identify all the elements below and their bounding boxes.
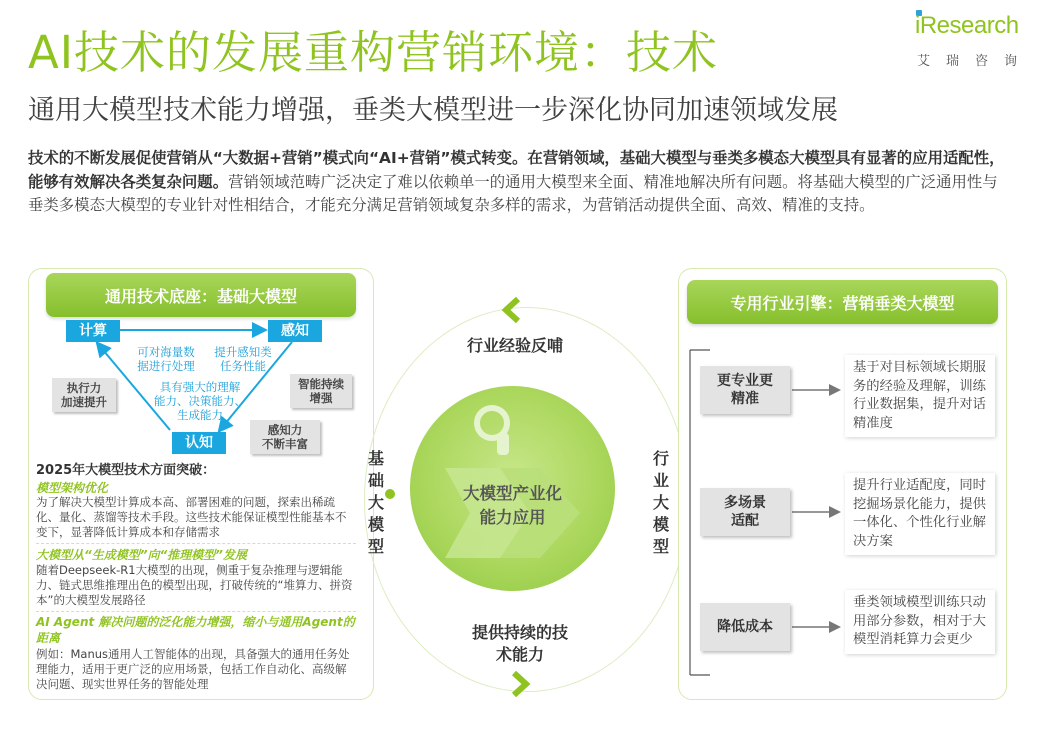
intro-bold: 技术的不断发展促使营销从“大数据+营销”模式向“AI+营销”模式转变。在营销领域，基础大模型与垂类多模态大模型具有显著的应用适配性，能够有效解决各类复杂问题。 bbox=[28, 149, 1005, 191]
page-subtitle: 通用大模型技术能力增强，垂类大模型进一步深化协同加速领域发展 bbox=[28, 95, 838, 126]
node-perceive: 感知 bbox=[268, 320, 322, 342]
right-desc-precision: 基于对目标领域长期服务的经验及理解，训练行业数据集，提升对话精准度 bbox=[845, 355, 995, 437]
breakthrough-title: 2025年大模型技术方面突破： bbox=[36, 463, 216, 478]
cycle-label-top: 行业经验反哺 bbox=[466, 336, 563, 355]
side-box-execution: 执行力 加速提升 bbox=[52, 378, 116, 412]
logo-cn: 艾瑞咨询 bbox=[917, 54, 1034, 69]
edge-label-top-left: 可对海量数 据进行处理 bbox=[137, 345, 195, 373]
item-text-reasoning: 随着Deepseek-R1大模型的出现，侧重于复杂推理与逻辑能力、链式思维推理出色的模型出现，打破传统的“堆算力、拼资本”的大模型发展路径 bbox=[36, 563, 353, 607]
logo-brand: iResearch bbox=[915, 12, 1019, 39]
item-head-reasoning: 大模型从“生成模型”向“推理模型”发展 bbox=[36, 548, 247, 562]
node-compute: 计算 bbox=[66, 320, 120, 342]
cycle-label-right-vertical: 行 业 大 模 型 bbox=[652, 449, 669, 556]
right-label-scenario: 多场景 适配 bbox=[700, 488, 790, 536]
cycle-label-bottom: 提供持续的技 术能力 bbox=[471, 623, 568, 664]
item-head-architecture: 模型架构优化 bbox=[36, 481, 109, 495]
edge-label-top-right: 提升感知类 任务性能 bbox=[214, 345, 272, 373]
chevron-right-icon bbox=[506, 670, 536, 698]
iresearch-logo bbox=[915, 8, 1033, 68]
right-desc-cost: 垂类领域模型训练只动用部分参数，相对于大模型消耗算力会更少 bbox=[845, 590, 995, 654]
chevron-left-icon bbox=[498, 296, 528, 324]
page-title: AI技术的发展重构营销环境：技术 bbox=[28, 26, 719, 79]
cycle-label-left-vertical: 基 础 大 模 型 bbox=[367, 449, 384, 556]
edge-label-center: 具有强大的理解 能力、决策能力、 生成能力 bbox=[154, 380, 246, 422]
left-panel-header: 通用技术底座：基础大模型 bbox=[46, 273, 356, 317]
right-label-cost: 降低成本 bbox=[700, 603, 790, 651]
item-text-agent: 例如：Manus通用人工智能体的出现，具备强大的通用任务处理能力，适用于更广泛的应用场景，包括工作自动化、高级解决问题、现实世界任务的智能处理 bbox=[36, 647, 350, 691]
right-label-precision: 更专业更 精准 bbox=[700, 366, 790, 414]
right-panel-header: 专用行业引擎：营销垂类大模型 bbox=[687, 280, 998, 324]
ring-dot-left bbox=[385, 489, 395, 499]
side-box-intelligence: 智能持续 增强 bbox=[290, 374, 352, 408]
core-label: 大模型产业化 能力应用 bbox=[463, 484, 562, 527]
node-cognize: 认知 bbox=[172, 432, 226, 454]
intro-paragraph bbox=[28, 147, 1013, 218]
item-text-architecture: 为了解决大模型计算成本高、部署困难的问题，探索出稀疏化、量化、蒸馏等技术手段。这些技术能保证模型性能基本不变下，显著降低计算成本和存储需求 bbox=[36, 495, 347, 539]
right-desc-scenario: 提升行业适配度，同时挖掘场景化能力，提供一体化、个性化行业解决方案 bbox=[845, 473, 995, 555]
side-box-perception: 感知力 不断丰富 bbox=[250, 420, 320, 454]
item-head-agent: AI Agent 解决问题的泛化能力增强，缩小与通用Agent的距离 bbox=[36, 615, 355, 645]
divider bbox=[36, 543, 356, 544]
intro-normal: 营销领域范畴广泛决定了难以依赖单一的通用大模型来全面、精准地解决所有问题。将基础大模型的广泛通用性与垂类多模态大模型的专业针对性相结合，才能充分满足营销领域复杂多样的需求，为营销活动提供全面、高效、精准的支持。 bbox=[28, 172, 998, 214]
divider bbox=[36, 611, 356, 612]
